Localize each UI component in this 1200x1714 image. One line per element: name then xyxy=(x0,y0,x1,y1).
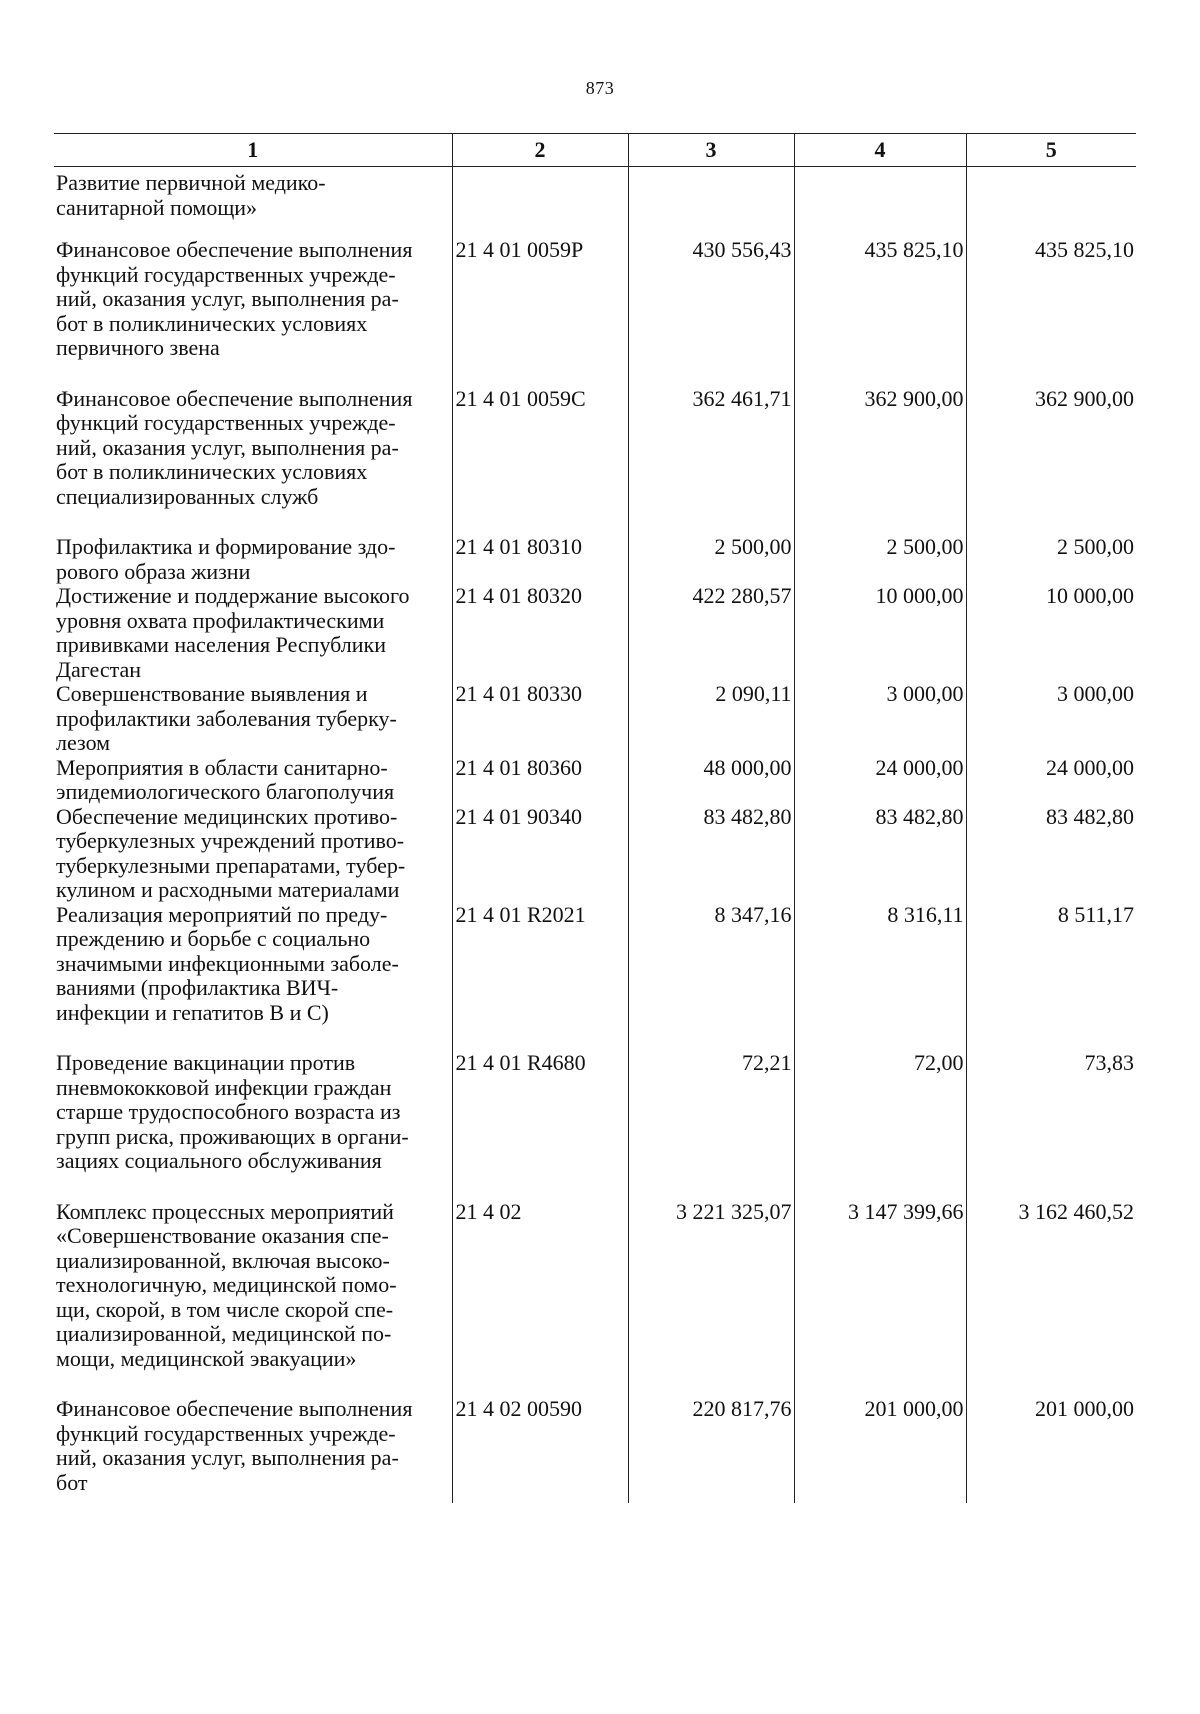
row-name-line: Профилактика и формирование здо- xyxy=(56,534,396,559)
table-row xyxy=(54,238,1136,387)
row-name-line: ний, оказания услуг, выполнения ра- xyxy=(56,1445,399,1470)
row-name-cell xyxy=(54,167,452,239)
row-value-col5: 362 900,00 xyxy=(966,387,1136,536)
row-value-col3 xyxy=(628,167,794,239)
row-value-col5 xyxy=(966,167,1136,239)
column-header: 2 xyxy=(452,134,628,167)
row-name-line: туберкулезных учреждений противо- xyxy=(56,828,405,853)
row-value-col4: 3 147 399,66 xyxy=(794,1200,966,1398)
row-value-col5: 2 500,00 xyxy=(966,535,1136,584)
row-value-col5: 3 000,00 xyxy=(966,682,1136,756)
table-body xyxy=(54,167,1136,1504)
row-value-col3: 48 000,00 xyxy=(628,756,794,805)
row-name-line: специализированных служб xyxy=(56,483,319,509)
row-name-line: пневмококковой инфекции граждан xyxy=(56,1074,392,1100)
budget-table xyxy=(54,133,1136,1503)
row-name-line: Совершенствование выявления и xyxy=(56,681,368,706)
row-name-cell xyxy=(54,238,452,387)
row-name-line: Финансовое обеспечение выполнения xyxy=(56,237,413,262)
row-value-col4: 72,00 xyxy=(794,1051,966,1200)
row-value-col4: 10 000,00 xyxy=(794,584,966,682)
row-value-col3: 362 461,71 xyxy=(628,387,794,536)
row-value-col5: 3 162 460,52 xyxy=(966,1200,1136,1398)
row-name-line: Развитие первичной медико- xyxy=(56,170,326,195)
row-name-cell xyxy=(54,535,452,584)
row-name-line: ний, оказания услуг, выполнения ра- xyxy=(56,286,399,311)
table-row xyxy=(54,167,1136,239)
row-name-line: профилактики заболевания туберку- xyxy=(56,705,397,731)
row-name-line: мощи, медицинской эвакуации» xyxy=(56,1345,357,1371)
table-row xyxy=(54,535,1136,584)
row-name-line: функций государственных учрежде- xyxy=(56,410,396,435)
row-name-line: Мероприятия в области санитарно- xyxy=(56,754,388,780)
row-value-col3: 8 347,16 xyxy=(628,903,794,1052)
row-code-cell xyxy=(452,167,628,239)
row-name-cell xyxy=(54,756,452,805)
row-name-cell xyxy=(54,805,452,903)
row-value-col3: 72,21 xyxy=(628,1051,794,1200)
row-name-cell xyxy=(54,1051,452,1200)
table-row xyxy=(54,1397,1136,1503)
table-row xyxy=(54,805,1136,903)
row-value-col3: 220 817,76 xyxy=(628,1397,794,1503)
row-name-line: функций государственных учрежде- xyxy=(56,261,396,287)
row-code-cell: 21 4 02 xyxy=(452,1200,628,1398)
row-value-col4: 362 900,00 xyxy=(794,387,966,536)
row-name-line: функций государственных учрежде- xyxy=(56,1420,396,1446)
row-code-cell: 21 4 01 80310 xyxy=(452,535,628,584)
row-name-cell xyxy=(54,584,452,682)
row-name-cell xyxy=(54,1397,452,1503)
row-name-line: значимыми инфекционными заболе- xyxy=(56,950,399,976)
row-code-cell: 21 4 01 R2021 xyxy=(452,903,628,1052)
row-name-line: преждению и борьбе с социально xyxy=(56,926,371,951)
table-row xyxy=(54,1051,1136,1200)
row-name-line: Проведение вакцинации против xyxy=(56,1050,356,1075)
row-name-line: ваниями (профилактика ВИЧ- xyxy=(56,975,339,1000)
row-name-line: рового образа жизни xyxy=(56,558,251,584)
table-row xyxy=(54,756,1136,805)
row-name-line: эпидемиологического благополучия xyxy=(56,779,395,804)
row-name-line: туберкулезными препаратами, тубер- xyxy=(56,852,406,878)
row-name-line: бот в поликлинических условиях xyxy=(56,310,368,336)
row-name-line: технологичную, медицинской помо- xyxy=(56,1272,397,1297)
row-code-cell: 21 4 02 00590 xyxy=(452,1397,628,1503)
row-value-col5: 8 511,17 xyxy=(966,903,1136,1052)
row-name-line: прививками населения Республики xyxy=(56,632,387,657)
row-name-line: ний, оказания услуг, выполнения ра- xyxy=(56,434,399,460)
row-value-col5: 10 000,00 xyxy=(966,584,1136,682)
row-value-col4: 201 000,00 xyxy=(794,1397,966,1503)
row-code-cell: 21 4 01 80330 xyxy=(452,682,628,756)
row-value-col5: 83 482,80 xyxy=(966,805,1136,903)
row-value-col4: 3 000,00 xyxy=(794,682,966,756)
row-name-line: Достижение и поддержание высокого xyxy=(56,583,410,608)
row-code-cell: 21 4 01 80360 xyxy=(452,756,628,805)
row-value-col3: 83 482,80 xyxy=(628,805,794,903)
row-name-line: первичного звена xyxy=(56,335,220,360)
row-name-line: Финансовое обеспечение выполнения xyxy=(56,1396,413,1421)
row-code-cell: 21 4 01 90340 xyxy=(452,805,628,903)
table-row xyxy=(54,584,1136,682)
row-name-line: старше трудоспособного возраста из xyxy=(56,1099,401,1124)
column-header: 3 xyxy=(628,134,794,167)
row-code-cell: 21 4 01 R4680 xyxy=(452,1051,628,1200)
table-row xyxy=(54,682,1136,756)
row-name-line: Дагестан xyxy=(56,656,142,682)
row-name-cell xyxy=(54,1200,452,1398)
row-name-line: санитарной помощи» xyxy=(56,194,258,220)
row-name-line: циализированной, медицинской по- xyxy=(56,1321,392,1346)
column-header: 4 xyxy=(794,134,966,167)
row-name-line: кулином и расходными материалами xyxy=(56,877,400,902)
row-name-line: Реализация мероприятий по преду- xyxy=(56,901,388,927)
row-name-line: лезом xyxy=(56,730,111,755)
row-code-cell: 21 4 01 0059С xyxy=(452,387,628,536)
row-name-line: уровня охвата профилактическими xyxy=(56,607,385,633)
row-value-col4: 8 316,11 xyxy=(794,903,966,1052)
row-value-col4: 24 000,00 xyxy=(794,756,966,805)
table-row xyxy=(54,1200,1136,1398)
row-value-col4: 83 482,80 xyxy=(794,805,966,903)
row-code-cell: 21 4 01 0059Р xyxy=(452,238,628,387)
column-header: 1 xyxy=(54,134,452,167)
row-value-col3: 2 090,11 xyxy=(628,682,794,756)
row-name-line: Финансовое обеспечение выполнения xyxy=(56,385,413,411)
row-value-col4: 2 500,00 xyxy=(794,535,966,584)
row-value-col3: 422 280,57 xyxy=(628,584,794,682)
row-value-col4: 435 825,10 xyxy=(794,238,966,387)
row-name-line: бот в поликлинических условиях xyxy=(56,459,368,484)
row-name-line: бот xyxy=(56,1469,88,1495)
row-value-col5: 201 000,00 xyxy=(966,1397,1136,1503)
row-value-col5: 435 825,10 xyxy=(966,238,1136,387)
row-value-col3: 430 556,43 xyxy=(628,238,794,387)
row-value-col5: 24 000,00 xyxy=(966,756,1136,805)
row-value-col3: 2 500,00 xyxy=(628,535,794,584)
row-name-line: циализированной, включая высоко- xyxy=(56,1247,390,1273)
row-value-col4 xyxy=(794,167,966,239)
table-header-row xyxy=(54,134,1136,167)
row-name-line: зациях социального обслуживания xyxy=(56,1148,382,1173)
row-name-line: Обеспечение медицинских противо- xyxy=(56,803,398,829)
page-number: 873 xyxy=(585,78,615,98)
row-name-line: групп риска, проживающих в органи- xyxy=(56,1123,409,1149)
row-name-cell xyxy=(54,387,452,536)
row-name-line: «Совершенствование оказания спе- xyxy=(56,1223,389,1248)
row-value-col3: 3 221 325,07 xyxy=(628,1200,794,1398)
row-name-line: щи, скорой, в том числе скорой спе- xyxy=(56,1296,394,1322)
table-row xyxy=(54,903,1136,1052)
row-name-line: инфекции и гепатитов В и С) xyxy=(56,999,329,1025)
row-name-line: Комплекс процессных мероприятий xyxy=(56,1198,394,1224)
row-value-col5: 73,83 xyxy=(966,1051,1136,1200)
column-header: 5 xyxy=(966,134,1136,167)
row-code-cell: 21 4 01 80320 xyxy=(452,584,628,682)
row-name-cell xyxy=(54,682,452,756)
table-row xyxy=(54,387,1136,536)
row-name-cell xyxy=(54,903,452,1052)
